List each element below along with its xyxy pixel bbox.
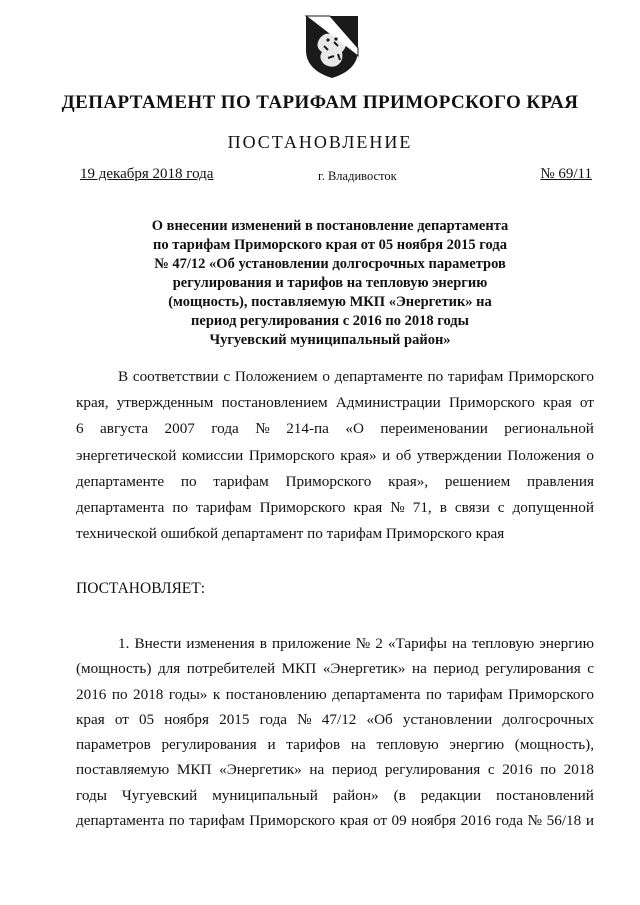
word: на bbox=[309, 761, 325, 779]
word: 2018 bbox=[133, 685, 164, 703]
word: регулирования bbox=[485, 660, 581, 678]
word: тепловую bbox=[471, 635, 535, 652]
word: правления bbox=[526, 472, 594, 490]
paragraph-line bbox=[76, 808, 594, 833]
paragraph-line bbox=[76, 783, 594, 808]
word: поставляемую bbox=[76, 761, 170, 779]
word: энергию bbox=[539, 635, 594, 652]
word: приложение bbox=[272, 635, 351, 652]
document-number: № 69/11 bbox=[540, 166, 592, 182]
word: Администрации bbox=[335, 394, 441, 412]
word: тепловую bbox=[376, 736, 439, 754]
word: № bbox=[527, 812, 543, 830]
word: августа bbox=[100, 420, 149, 438]
paragraph-line bbox=[76, 390, 594, 416]
word: по bbox=[427, 368, 444, 385]
word: от bbox=[114, 710, 129, 728]
word: муниципальный bbox=[212, 786, 318, 804]
word: редакции bbox=[420, 786, 482, 804]
word: Приморского bbox=[508, 368, 594, 385]
word: Приморского bbox=[248, 446, 335, 464]
word: тарифам bbox=[196, 499, 252, 517]
word: с bbox=[587, 660, 594, 678]
word: с bbox=[223, 368, 231, 385]
word: по bbox=[180, 472, 197, 490]
word: постановлений bbox=[496, 786, 594, 804]
subject-line: регулирования и тарифов на тепловую энергию bbox=[172, 275, 488, 291]
word: 71, bbox=[412, 499, 432, 517]
word: к bbox=[212, 685, 221, 703]
paragraph-line bbox=[76, 469, 594, 495]
word: период bbox=[433, 660, 479, 678]
word: связи bbox=[454, 499, 490, 517]
word: период bbox=[331, 761, 378, 779]
word: тарифам bbox=[447, 368, 504, 385]
word: постановлению bbox=[225, 685, 327, 703]
word: года bbox=[259, 710, 288, 728]
word: «Энергетик» bbox=[322, 660, 406, 678]
word: 2016 bbox=[460, 812, 491, 830]
word: тарифов bbox=[286, 736, 341, 754]
word: энергетической bbox=[76, 446, 177, 464]
word: в bbox=[439, 499, 447, 517]
word: края» bbox=[340, 446, 377, 464]
word: 47/12 bbox=[321, 710, 357, 728]
word: регулирования bbox=[161, 736, 257, 754]
word: департаменте bbox=[334, 368, 423, 385]
document-date: 19 декабря 2018 года bbox=[80, 166, 214, 182]
word: потребителей bbox=[186, 660, 276, 678]
paragraph-line: технической ошибкой департамент по тарифам Приморского края bbox=[76, 525, 505, 543]
word: Положением bbox=[234, 368, 318, 385]
department-title: ДЕПАРТАМЕНТ ПО ТАРИФАМ ПРИМОРСКОГО КРАЯ bbox=[61, 92, 579, 113]
paragraph-line bbox=[76, 757, 594, 782]
word: 56/18 bbox=[546, 812, 582, 830]
subject-line: период регулирования с 2016 по 2018 годы bbox=[191, 313, 469, 329]
word: департаменте bbox=[76, 472, 165, 490]
word: департамента bbox=[76, 812, 165, 830]
paragraph-line bbox=[76, 656, 594, 681]
word: 2007 bbox=[164, 420, 195, 438]
word: 2 bbox=[375, 635, 383, 652]
word: установлении bbox=[402, 710, 493, 728]
word: о bbox=[322, 368, 330, 385]
word: долгосрочных bbox=[502, 710, 594, 728]
subject-line: Чугуевский муниципальный район» bbox=[209, 332, 451, 348]
word: ноября bbox=[164, 710, 209, 728]
word: «Энергетик» bbox=[219, 761, 302, 779]
word: края bbox=[76, 710, 105, 728]
word: ноября bbox=[411, 812, 457, 830]
word: от bbox=[372, 812, 387, 830]
word: № bbox=[390, 499, 405, 517]
subject-line: (мощность), поставляемую МКП «Энергетик» на bbox=[168, 294, 492, 310]
word: (мощность), bbox=[514, 736, 594, 754]
subject-line: О внесении изменений в постановление департамента bbox=[151, 218, 509, 234]
word: район» bbox=[332, 786, 379, 804]
word: Приморского bbox=[448, 394, 535, 412]
paragraph-line bbox=[76, 631, 594, 656]
word: тарифам bbox=[213, 472, 269, 490]
word: по bbox=[540, 761, 556, 779]
word: (в bbox=[393, 786, 406, 804]
word: и bbox=[382, 446, 391, 464]
word: о bbox=[586, 446, 594, 464]
coat-of-arms-icon bbox=[300, 12, 364, 80]
word: 2016 bbox=[76, 685, 107, 703]
word: по bbox=[172, 499, 189, 517]
word: переименовании bbox=[380, 420, 488, 438]
word: департамента bbox=[76, 499, 165, 517]
paragraph-line bbox=[76, 732, 594, 757]
word: 6 bbox=[76, 420, 84, 438]
word: с bbox=[487, 761, 495, 779]
resolves-heading: ПОСТАНОВЛЯЕТ: bbox=[76, 580, 206, 597]
word: 09 bbox=[391, 812, 407, 830]
word: по bbox=[168, 812, 185, 830]
word: 2016 bbox=[502, 761, 533, 779]
word: постановлением bbox=[221, 394, 328, 412]
word: края bbox=[353, 499, 383, 517]
word: 1. bbox=[118, 635, 130, 652]
word: на bbox=[411, 660, 427, 678]
word: 2018 bbox=[563, 761, 594, 779]
word: в bbox=[259, 635, 267, 652]
word: по bbox=[425, 685, 442, 703]
preamble-paragraph bbox=[76, 364, 594, 547]
word: «Об bbox=[366, 710, 393, 728]
word: энергию bbox=[449, 736, 505, 754]
word: Чугуевский bbox=[121, 786, 198, 804]
word: утвержденным bbox=[116, 394, 214, 412]
word: комиссии bbox=[181, 446, 244, 464]
paragraph-line bbox=[76, 682, 594, 707]
word: на bbox=[350, 736, 366, 754]
word: края, bbox=[76, 394, 109, 412]
subject-line: по тарифам Приморского края от 05 ноября 2015 года bbox=[153, 237, 507, 253]
word: от bbox=[579, 394, 594, 412]
word: по bbox=[111, 685, 128, 703]
word: департамента bbox=[332, 685, 421, 703]
paragraph-line bbox=[76, 443, 594, 469]
shield-tiger-icon bbox=[300, 12, 364, 80]
word: края bbox=[339, 812, 369, 830]
word: МКП bbox=[176, 761, 212, 779]
word: МКП bbox=[281, 660, 317, 678]
word: 2015 bbox=[219, 710, 250, 728]
word: и bbox=[267, 736, 276, 754]
word: «Тарифы bbox=[387, 635, 447, 652]
word: года bbox=[495, 812, 524, 830]
subject-line: № 47/12 «Об установлении долгосрочных параметров bbox=[154, 256, 506, 272]
word: решением bbox=[444, 472, 511, 490]
word: допущенной bbox=[512, 499, 594, 517]
word: и bbox=[585, 812, 594, 830]
word: Приморского bbox=[249, 812, 336, 830]
word: изменения bbox=[186, 635, 255, 652]
paragraph-line bbox=[76, 364, 594, 390]
word: тарифам bbox=[447, 685, 503, 703]
paragraph-line bbox=[76, 416, 594, 442]
word: года bbox=[211, 420, 239, 438]
word: годы» bbox=[168, 685, 208, 703]
document-subject bbox=[120, 217, 540, 350]
word: № bbox=[355, 635, 371, 652]
word: параметров bbox=[76, 736, 151, 754]
word: тарифам bbox=[189, 812, 245, 830]
word: 05 bbox=[138, 710, 155, 728]
document-city: г. Владивосток bbox=[318, 169, 397, 183]
word: об bbox=[395, 446, 412, 464]
word: 214-па bbox=[286, 420, 329, 438]
word: годы bbox=[76, 786, 107, 804]
word: «О bbox=[345, 420, 364, 438]
word: В bbox=[118, 368, 129, 385]
word: Приморского bbox=[259, 499, 346, 517]
word: Внести bbox=[134, 635, 182, 652]
paragraph-line bbox=[76, 495, 594, 521]
word: соответствии bbox=[132, 368, 219, 385]
word: региональной bbox=[504, 420, 594, 438]
word: регулирования bbox=[384, 761, 481, 779]
clause-1-paragraph bbox=[76, 631, 594, 833]
word: края bbox=[543, 394, 572, 412]
document-type: ПОСТАНОВЛЕНИЕ bbox=[227, 132, 413, 152]
word: Положения bbox=[507, 446, 581, 464]
word: на bbox=[451, 635, 467, 652]
word: с bbox=[497, 499, 505, 517]
word: (мощность) bbox=[76, 660, 152, 678]
word: № bbox=[255, 420, 270, 438]
word: утверждении bbox=[416, 446, 502, 464]
word: края», bbox=[388, 472, 429, 490]
paragraph-line bbox=[76, 707, 594, 732]
word: Приморского bbox=[285, 472, 372, 490]
word: № bbox=[297, 710, 312, 728]
word: Приморского bbox=[508, 685, 594, 703]
word: для bbox=[157, 660, 181, 678]
